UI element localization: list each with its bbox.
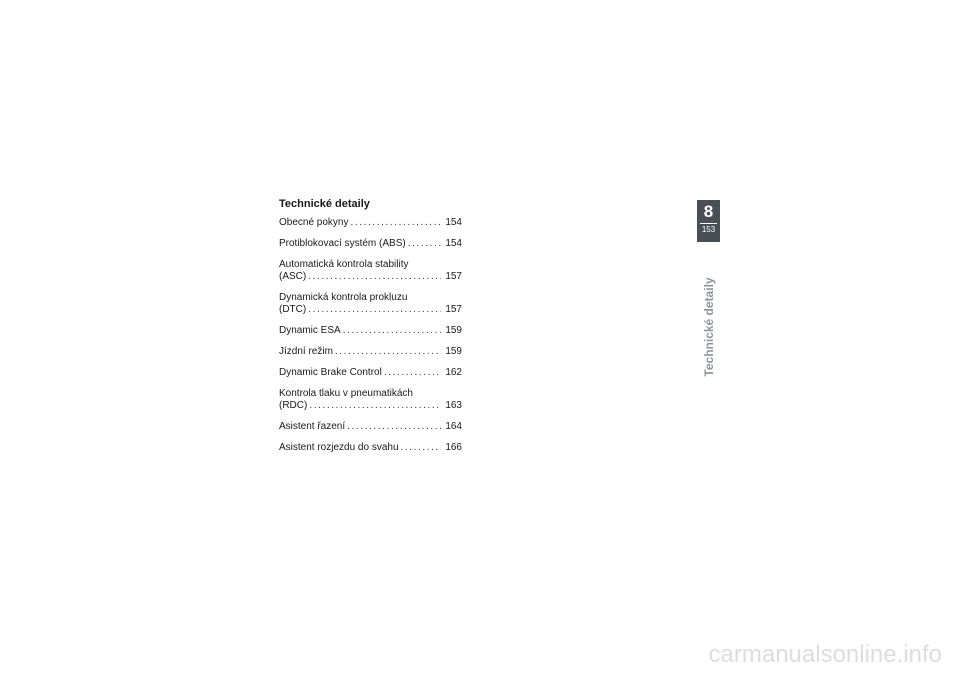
toc-page-number: 163 (445, 400, 462, 411)
toc-page-number: 162 (445, 367, 462, 378)
toc-leader-dots (343, 325, 442, 337)
toc-entry-text: Dynamická kontrola prokluzu (279, 292, 408, 303)
watermark: carmanualsonline.info (708, 641, 942, 668)
toc-entry-line (279, 304, 462, 316)
toc-entry[interactable] (279, 292, 462, 316)
toc-entry-text: Dynamic ESA (279, 325, 341, 336)
toc-entry-text: Protiblokovací systém (ABS) (279, 238, 406, 249)
toc-page-number: 157 (445, 271, 462, 282)
toc-entry-line (279, 238, 462, 250)
toc-entry-line (279, 346, 462, 358)
toc-entry[interactable] (279, 442, 462, 454)
toc-entry-text: (RDC) (279, 400, 308, 411)
toc-entry-text: Kontrola tlaku v pneumatikách (279, 388, 413, 399)
toc-entry-line (279, 271, 462, 283)
toc-leader-dots (384, 367, 442, 379)
toc-page-number: 159 (445, 325, 462, 336)
toc-entry-line (279, 400, 462, 412)
toc-entry-text: Automatická kontrola stability (279, 259, 409, 270)
toc-leader-dots (347, 421, 441, 433)
toc-page-number: 164 (445, 421, 462, 432)
chapter-divider (700, 223, 717, 224)
toc-entry-line (279, 388, 462, 400)
toc-leader-dots (308, 304, 441, 316)
toc-page-number: 154 (445, 238, 462, 249)
toc-entry[interactable] (279, 217, 462, 229)
toc-entry[interactable] (279, 388, 462, 412)
chapter-side-title: Technické detaily (702, 277, 716, 377)
toc-entry-line (279, 421, 462, 433)
toc-entry-text: (ASC) (279, 271, 307, 282)
toc-entry-text: (DTC) (279, 304, 307, 315)
toc-entry-text: Jízdní režim (279, 346, 333, 357)
toc-entry-line (279, 367, 462, 379)
toc-page-number: 159 (445, 346, 462, 357)
toc-entry[interactable] (279, 421, 462, 433)
toc-entry-line (279, 259, 462, 271)
toc-leader-dots (308, 271, 441, 283)
toc-entry-text: Asistent řazení (279, 421, 346, 432)
toc-entry[interactable] (279, 238, 462, 250)
toc-entry-line (279, 292, 462, 304)
toc-entry[interactable] (279, 259, 462, 283)
toc-leader-dots (309, 400, 441, 412)
toc-leader-dots (401, 442, 442, 454)
toc-entry-line (279, 442, 462, 454)
toc-entry-text: Obecné pokyny (279, 217, 349, 228)
toc-leader-dots (335, 346, 441, 358)
toc-entry-line (279, 325, 462, 337)
chapter-number: 8 (703, 202, 714, 221)
toc-page-number: 166 (445, 442, 462, 453)
toc-leader-dots (351, 217, 442, 229)
toc-title: Technické detaily (279, 198, 370, 210)
toc-entry[interactable] (279, 346, 462, 358)
toc-list (279, 217, 462, 454)
page-number: 153 (701, 225, 716, 234)
toc-entry[interactable] (279, 367, 462, 379)
toc-leader-dots (408, 238, 442, 250)
toc-entry-line (279, 217, 462, 229)
chapter-tab (697, 200, 720, 242)
toc-page-number: 154 (445, 217, 462, 228)
toc-entry-text: Dynamic Brake Control (279, 367, 382, 378)
toc-entry[interactable] (279, 325, 462, 337)
toc-page-number: 157 (445, 304, 462, 315)
toc-entry-text: Asistent rozjezdu do svahu (279, 442, 399, 453)
table-of-contents (279, 198, 462, 463)
